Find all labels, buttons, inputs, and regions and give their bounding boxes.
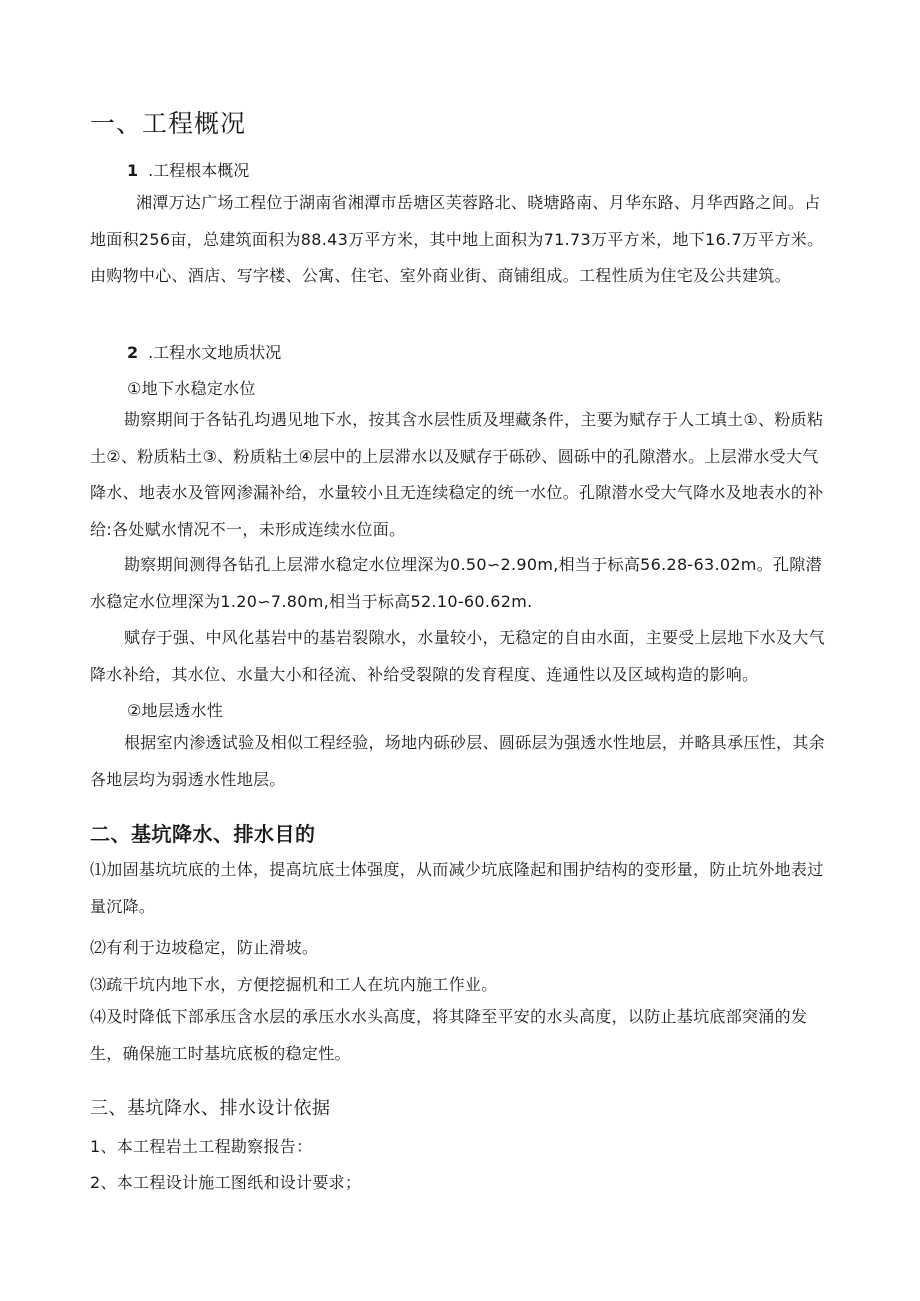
subsection-1-heading bbox=[127, 158, 249, 181]
paragraph-groundwater-survey: 勘察期间于各钻孔均遇见地下水，按其含水层性质及埋藏条件，主要为赋存于人工填土①、粉质粘土②、粉质粘土③、粉质粘土④层中的上层滞水以及赋存于砾砂、圆砾中的孔隙潜水。上层滞水受大气降水、地表水及管网渗漏补给，水量较小且无连续稳定的统一水位。孔隙潜水受大气降水及地表水的补给:各处赋水情况不一，未形成连续水位面。 bbox=[90, 410, 824, 539]
section-2-title: 二、基坑降水、排水目的 bbox=[90, 822, 316, 846]
subsection-1-title: .工程根本概况 bbox=[148, 161, 250, 180]
purpose-item-4: ⑷及时降低下部承压含水层的承压水水头高度，将其降至平安的水头高度，以防止基坑底部突涌的发生，确保施工时基坑底板的稳定性。 bbox=[90, 1007, 808, 1063]
item-groundwater-level: ①地下水稳定水位 bbox=[127, 379, 256, 398]
subsection-2-heading bbox=[127, 340, 281, 363]
subsection-2-number: 2 bbox=[127, 343, 139, 362]
paragraph-permeability: 根据室内渗透试验及相似工程经验，场地内砾砂层、圆砾层为强透水性地层，并略具承压性，其余各地层均为弱透水性地层。 bbox=[90, 733, 825, 789]
basis-item-2: 2、本工程设计施工图纸和设计要求； bbox=[90, 1173, 362, 1192]
section-3-title: 三、基坑降水、排水设计依据 bbox=[90, 1098, 331, 1119]
purpose-item-1: ⑴加固基坑坑底的土体，提高坑底土体强度，从而减少坑底隆起和围护结构的变形量，防止坑外地表过量沉降。 bbox=[90, 860, 824, 916]
purpose-item-2: ⑵有利于边坡稳定，防止滑坡。 bbox=[90, 938, 319, 957]
paragraph-project-overview: 湘潭万达广场工程位于湖南省湘潭市岳塘区芙蓉路北、晓塘路南、月华东路、月华西路之间。占地面积256亩，总建筑面积为88.43万平方米，其中地上面积为71.73万平方米，地下16.7万平方米。由购物中心、酒店、写字楼、公寓、住宅、室外商业街、商铺组成。工程性质为住宅及公共建筑。 bbox=[90, 193, 824, 285]
item-permeability: ②地层透水性 bbox=[127, 701, 224, 720]
paragraph-water-depth: 勘察期间测得各钻孔上层滞水稳定水位埋深为0.50∽2.90m,相当于标高56.28-63.02m。孔隙潜水稳定水位埋深为1.20∽7.80m,相当于标高52.10-60.62m. bbox=[90, 555, 822, 611]
subsection-2-title: .工程水文地质状况 bbox=[148, 343, 282, 362]
section-1-title: 一、工程概况 bbox=[90, 109, 247, 138]
paragraph-fissure-water: 赋存于强、中风化基岩中的基岩裂隙水，水量较小，无稳定的自由水面，主要受上层地下水及大气降水补给，其水位、水量大小和径流、补给受裂隙的发育程度、连通性以及区域构造的影响。 bbox=[90, 628, 825, 684]
purpose-item-3: ⑶疏干坑内地下水，方便挖掘机和工人在坑内施工作业。 bbox=[90, 975, 498, 994]
subsection-1-number: 1 bbox=[127, 161, 139, 180]
basis-item-1: 1、本工程岩土工程勘察报告： bbox=[90, 1137, 313, 1156]
